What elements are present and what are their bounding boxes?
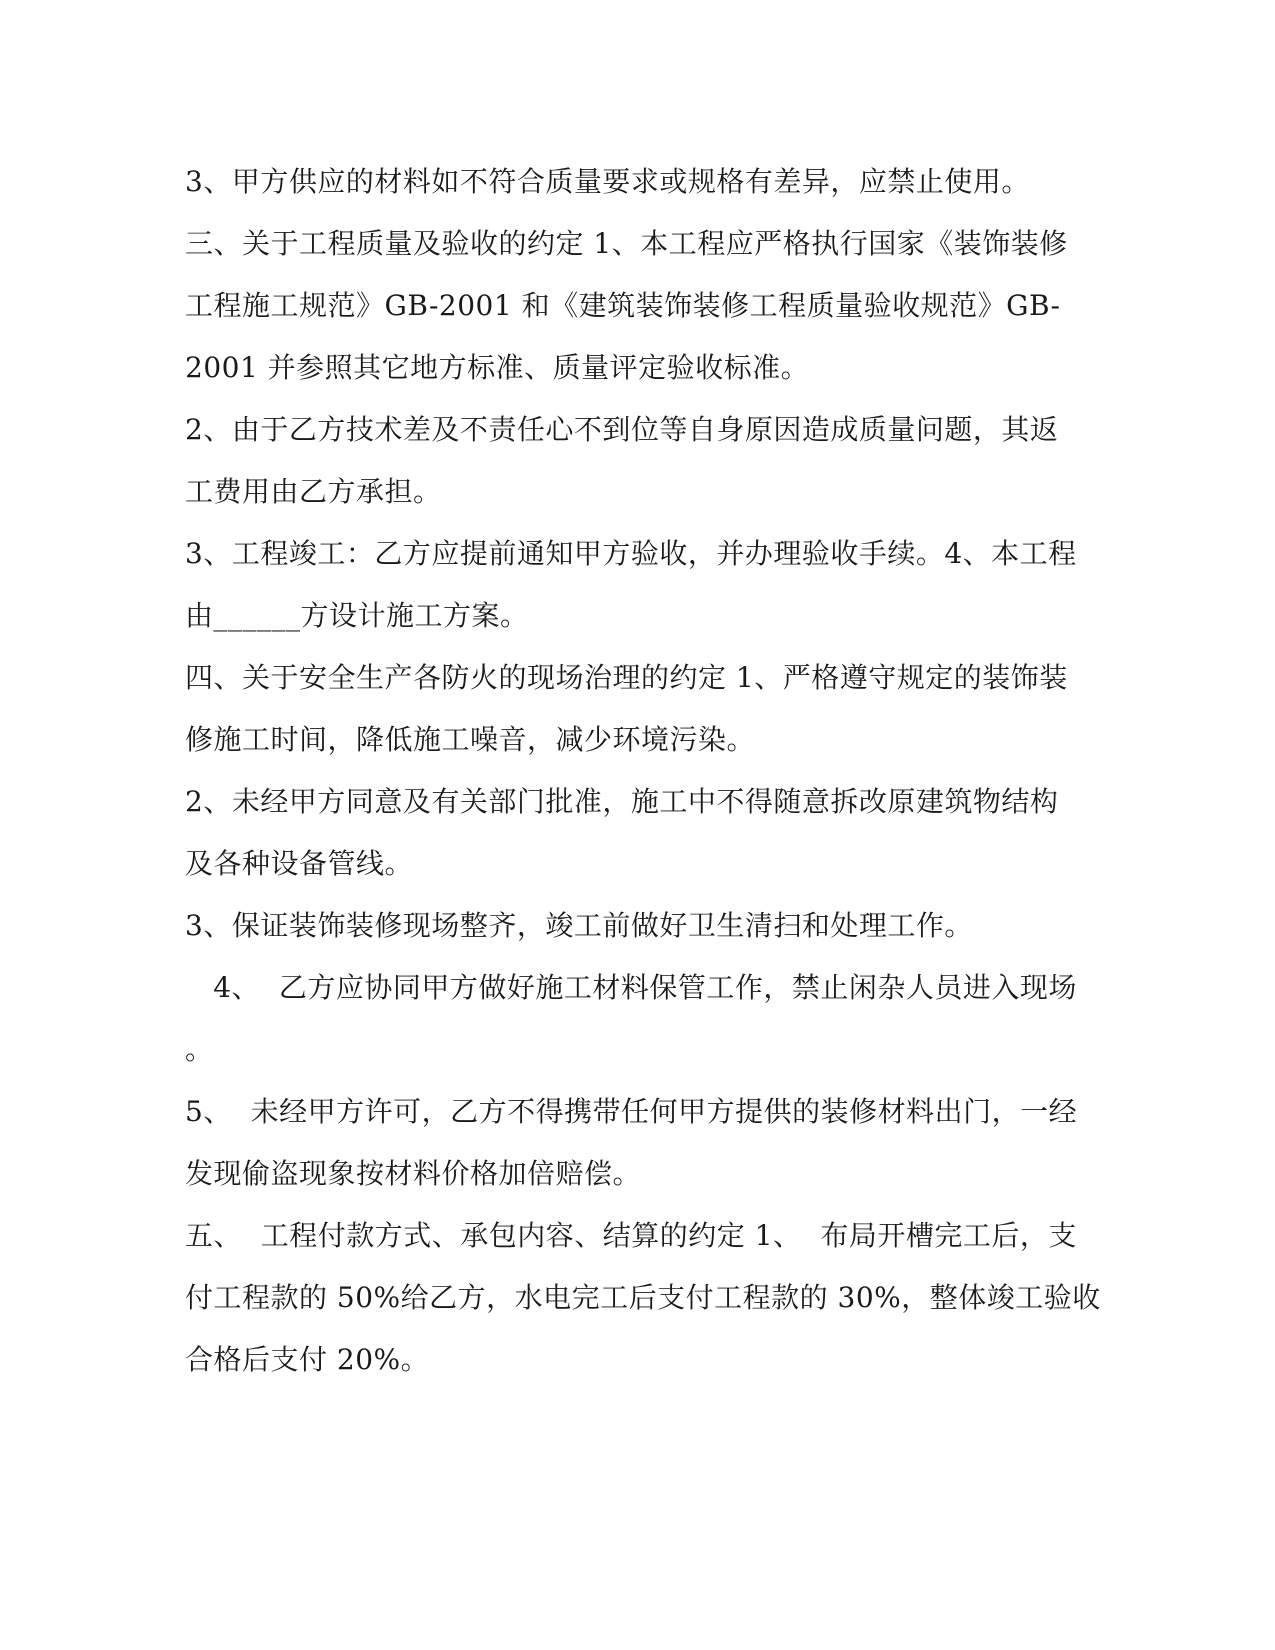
text-line: 。 [185, 1033, 214, 1066]
text-line: 三、关于工程质量及验收的约定 1、本工程应严格执行国家《装饰装修 [185, 227, 1068, 260]
text-line: 工费用由乙方承担。 [185, 475, 442, 508]
text-line: 及各种设备管线。 [185, 847, 414, 880]
text-line: 3、保证装饰装修现场整齐，竣工前做好卫生清扫和处理工作。 [185, 909, 973, 942]
text-line: 3、甲方供应的材料如不符合质量要求或规格有差异，应禁止使用。 [185, 165, 1030, 198]
text-line: 发现偷盗现象按材料价格加倍赔偿。 [185, 1157, 642, 1190]
text-line: 4、 乙方应协同甲方做好施工材料保管工作，禁止闲杂人员进入现场 [185, 971, 1077, 1004]
text-line: 修施工时间，降低施工噪音，减少环境污染。 [185, 723, 756, 756]
text-line: 合格后支付 20%。 [185, 1343, 430, 1376]
text-line: 四、关于安全生产各防火的现场治理的约定 1、严格遵守规定的装饰装 [185, 661, 1068, 694]
text-line: 由______方设计施工方案。 [185, 599, 529, 632]
text-line: 2、由于乙方技术差及不责任心不到位等自身原因造成质量问题，其返 [185, 413, 1059, 446]
text-line: 工程施工规范》GB-2001 和《建筑装饰装修工程质量验收规范》GB- [185, 289, 1061, 322]
text-line: 付工程款的 50%给乙方，水电完工后支付工程款的 30%，整体竣工验收 [185, 1281, 1101, 1314]
text-line: 五、 工程付款方式、承包内容、结算的约定 1、 布局开槽完工后，支 [185, 1219, 1077, 1252]
text-line: 2001 并参照其它地方标准、质量评定验收标准。 [185, 351, 810, 384]
text-line: 5、 未经甲方许可，乙方不得携带任何甲方提供的装修材料出门，一经 [185, 1095, 1078, 1128]
text-line: 2、未经甲方同意及有关部门批准，施工中不得随意拆改原建筑物结构 [185, 785, 1059, 818]
text-line: 3、工程竣工：乙方应提前通知甲方验收，并办理验收手续。4、本工程 [185, 537, 1077, 570]
